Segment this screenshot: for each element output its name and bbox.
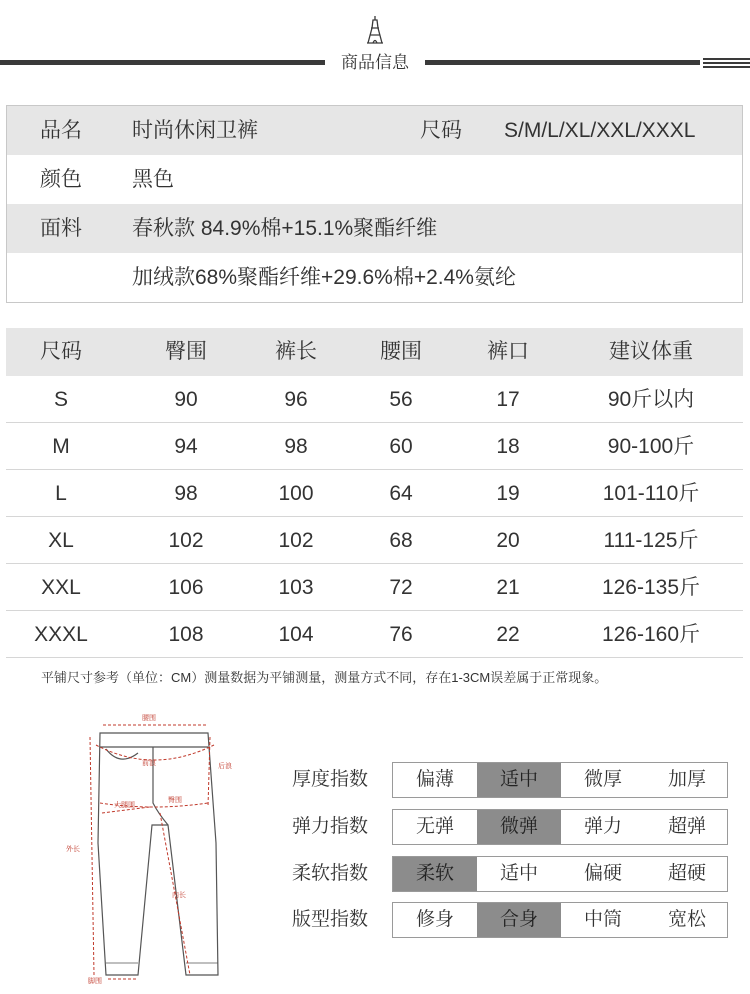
table-cell: 72 [389,576,413,599]
index-option: 宽松 [667,909,706,930]
size-table-header [6,328,743,376]
table-cell: 102 [278,529,314,552]
label-back-rise: 后浪 [218,763,232,770]
table-cell: 76 [389,623,413,646]
table-cell: 22 [496,623,520,646]
index-option: 适中 [499,863,538,884]
table-cell: 19 [496,482,520,505]
table-cell: 20 [496,529,520,552]
index-option: 中筒 [583,909,622,930]
table-row [6,470,743,517]
name-label: 品名 [40,119,82,142]
header-cell: 尺码 [40,340,82,363]
table-cell: 56 [389,388,413,411]
table-cell: 100 [278,482,314,505]
size-value: S/M/L/XL/XXL/XXXL [504,119,696,142]
index-option-selected: 适中 [477,763,561,797]
fit-index-label: 版型指数 [292,909,369,930]
table-cell: 94 [174,435,198,458]
thickness-index-options [392,762,728,798]
label-waist: 腰围 [142,715,156,722]
label-hem: 脚围 [88,978,102,985]
color-value: 黑色 [132,168,174,191]
index-option-selected: 微弹 [477,810,561,844]
table-cell: 17 [496,388,520,411]
header-rule-left [0,60,325,65]
table-cell: 21 [496,576,520,599]
table-cell: 90 [174,388,198,411]
size-label: 尺码 [420,119,462,142]
table-cell: 108 [168,623,204,646]
index-option-selected: 柔软 [393,857,477,891]
index-option: 修身 [415,909,454,930]
table-cell: 111-125斤 [603,529,699,552]
label-hip: 臀围 [168,797,182,804]
elasticity-index-label: 弹力指数 [292,816,369,837]
index-option-selected: 合身 [477,903,561,937]
fabric-line-1: 春秋款 84.9%棉+15.1%聚酯纤维 [132,217,438,240]
table-row [6,611,743,658]
index-option: 加厚 [667,769,706,790]
table-cell: S [53,388,68,411]
table-row [6,423,743,470]
index-option: 无弹 [415,816,454,837]
thickness-index-label: 厚度指数 [292,769,369,790]
table-cell: 64 [389,482,413,505]
table-cell: 90-100斤 [607,435,695,458]
index-option: 偏薄 [415,769,454,790]
table-cell: XXXL [34,623,88,646]
fabric-line-2: 加绒款68%聚酯纤维+29.6%棉+2.4%氨纶 [132,266,516,289]
table-cell: M [52,435,70,458]
fabric-label: 面料 [40,217,82,240]
table-cell: 106 [168,576,204,599]
table-cell: 101-110斤 [602,482,700,505]
header-cell: 臀围 [165,340,207,363]
header-cell: 裤长 [275,340,317,363]
info-row-name [7,106,742,155]
info-row-color [7,155,742,204]
table-cell: 103 [278,576,314,599]
index-option: 超弹 [667,816,706,837]
eiffel-tower-icon [364,16,386,44]
table-row [6,376,743,423]
header-cell: 裤口 [487,340,529,363]
table-cell: 104 [278,623,314,646]
index-option: 超硬 [667,863,706,884]
table-cell: 98 [284,435,308,458]
table-cell: 126-135斤 [601,576,701,599]
softness-index-options [392,856,728,892]
label-thigh: 大腿围 [114,802,135,809]
table-cell: 90斤以内 [607,388,695,411]
info-row-fabric-2 [7,253,742,302]
fit-index-options [392,902,728,938]
section-header [0,0,750,90]
header-cell: 建议体重 [609,340,693,363]
table-cell: 60 [389,435,413,458]
name-value: 时尚休闲卫裤 [132,119,258,142]
table-cell: XL [48,529,74,552]
table-cell: 68 [389,529,413,552]
index-option: 偏硬 [583,863,622,884]
table-cell: XXL [41,576,81,599]
header-rule-right [425,60,700,65]
table-cell: 98 [174,482,198,505]
label-outseam: 外长 [66,846,80,853]
index-option: 微厚 [583,769,622,790]
label-front-rise: 前浪 [142,760,156,767]
table-cell: 126-160斤 [601,623,701,646]
header-cell: 腰围 [380,340,422,363]
table-cell: 96 [284,388,308,411]
softness-index-label: 柔软指数 [292,863,369,884]
table-cell: L [55,482,67,505]
section-title: 商品信息 [341,53,409,72]
table-row [6,517,743,564]
pants-measurement-diagram [58,713,238,985]
header-stripes [703,58,750,70]
table-cell: 102 [168,529,204,552]
product-info-table [6,105,743,303]
label-inseam: 内长 [172,892,186,899]
measurement-note: 平铺尺寸参考（单位：CM）测量数据为平铺测量，测量方式不同，存在1-3CM误差属于正常现象。 [41,670,608,685]
color-label: 颜色 [40,168,82,191]
info-row-fabric [7,204,742,253]
table-cell: 18 [496,435,520,458]
index-option: 弹力 [583,816,622,837]
elasticity-index-options [392,809,728,845]
table-row [6,564,743,611]
